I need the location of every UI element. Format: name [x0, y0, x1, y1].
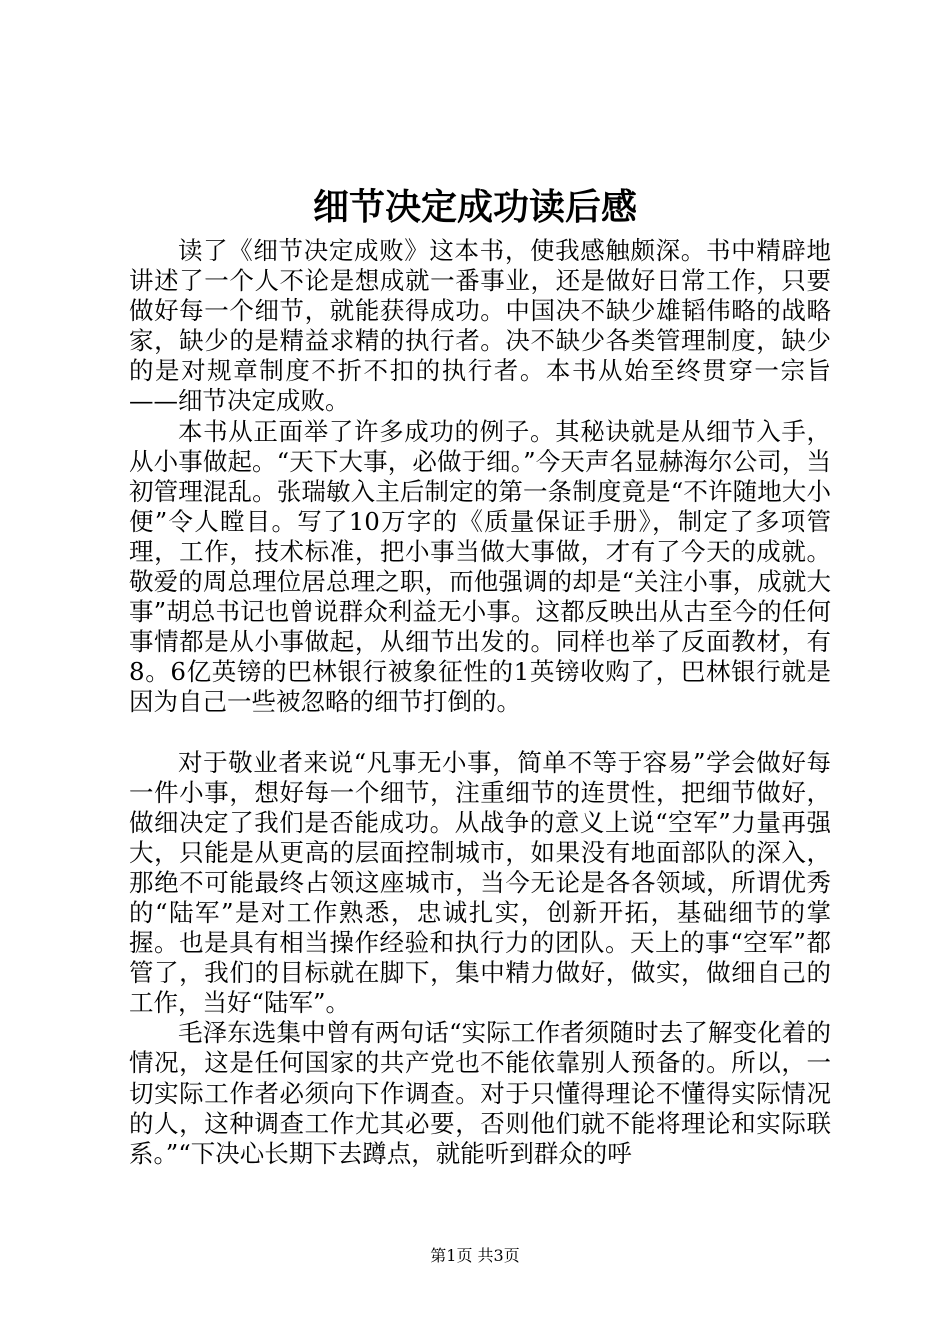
paragraph-4: 毛泽东选集中曾有两句话“实际工作者须随时去了解变化着的情况，这是任何国家的共产党也不能依靠别人预备的。所以，一切实际工作者必须向下作调查。对于只懂得理论不懂得实际情况的人，这种调查工作尤其必要，否则他们就不能将理论和实际联系。”“下决心长期下去蹲点，就能听到群众的呼: [129, 1018, 831, 1168]
paragraph-1: 读了《细节决定成败》这本书，使我感触颇深。书中精辟地讲述了一个人不论是想成就一番事业，还是做好日常工作，只要做好每一个细节，就能获得成功。中国决不缺少雄韬伟略的战略家，缺少的是精益求精的执行者。决不缺少各类管理制度，缺少的是对规章制度不折不扣的执行者。本书从始至终贯穿一宗旨——细节决定成败。: [129, 236, 831, 416]
document-title: 细节决定成功读后感: [312, 186, 637, 228]
paragraph-3: 对于敬业者来说“凡事无小事，简单不等于容易”学会做好每一件小事，想好每一个细节，注重细节的连贯性，把细节做好，做细决定了我们是否能成功。从战争的意义上说“空军”力量再强大，只能是从更高的层面控制城市，如果没有地面部队的深入，那绝不可能最终占领这座城市，当今无论是各各领域，所谓优秀的“陆军”是对工作熟悉，忠诚扎实，创新开拓，基础细节的掌握。也是具有相当操作经验和执行力的团队。天上的事“空军”都管了，我们的目标就在脚下，集中精力做好，做实，做细自己的工作，当好“陆军”。: [129, 747, 831, 1018]
page-footer: 第1页 共3页: [430, 1246, 520, 1265]
paragraph-2: 本书从正面举了许多成功的例子。其秘诀就是从细节入手，从小事做起。“天下大事，必做于细。”今天声名显赫海尔公司，当初管理混乱。张瑞敏入主后制定的第一条制度竟是“不许随地大小便”令人瞠目。写了10万字的《质量保证手册》，制定了多项管理，工作，技术标准，把小事当做大事做，才有了今天的成就。敬爱的周总理位居总理之职，而他强调的却是“关注小事，成就大事”胡总书记也曾说群众利益无小事。这都反映出从古至今的任何事情都是从小事做起，从细节出发的。同样也举了反面教材，有8。6亿英镑的巴林银行被象征性的1英镑收购了，巴林银行就是因为自己一些被忽略的细节打倒的。: [129, 416, 831, 717]
document-body: [129, 236, 831, 1169]
